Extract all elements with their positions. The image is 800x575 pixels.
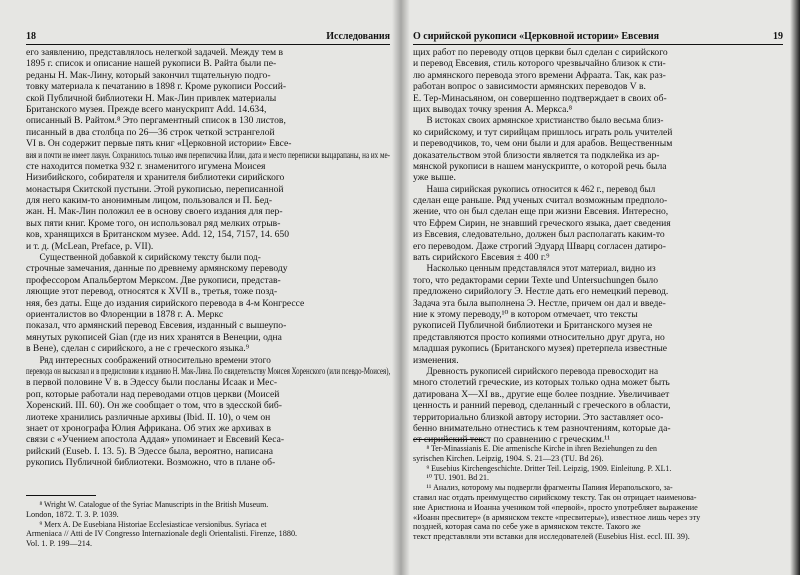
left-running-title: Исследования [326, 31, 390, 42]
text-line: ляющие этот перевод, относятся к XVII в., третья, тоже позд- [26, 286, 278, 298]
text-line: и переводчиков, то, чем они были и для арабов. Вещественным [413, 138, 673, 150]
text-line: Насколько ценным представлялся этот материал, видно из [426, 263, 656, 275]
right-body-text [413, 47, 783, 446]
text-line: вых пяти книг. Кроме того, он использовал ряд мелких отрыв- [26, 217, 281, 229]
text-line: уже выше. [413, 172, 456, 184]
text-line: много столетий греческие, из которых только одна может быть [413, 377, 670, 389]
text-line: Задача эта была выполнена Э. Нестле, причем он дал и введе- [413, 297, 666, 309]
text-line: щих выводах точку зрения А. Меркса.⁸ [413, 103, 573, 115]
text-line: изменения. [413, 354, 459, 366]
footnote-line: поздней, которая сама по себе уже в армянском тексте. Такого же [413, 522, 641, 532]
left-running-head [26, 30, 390, 43]
footnote-line: ставил нас отдать преимущество сирийскому тексту. Так он отрицает наименова- [413, 492, 697, 502]
text-line: лиотеке хранились различные архивы (Ibid. II. 10), о чем он [26, 411, 271, 423]
text-line: ние к этому переводу,¹⁰ в котором отмечает, что тексты [413, 308, 638, 320]
text-line: реданы Н. Мак-Лину, который закончил тщательную подго- [26, 69, 271, 81]
text-line: ков, хранящихся в Британском музее. Add. 12, 154, 7157, 14. 650 [26, 229, 290, 241]
text-line: ориенталистов во Флоренции в 1878 г. А. Меркс [26, 308, 224, 320]
text-line: того, что редакторами серии Texte und Untersuchungen было [413, 274, 659, 286]
text-line: вать сирийского Евсевия ± 400 г.⁹ [413, 252, 550, 264]
text-line: Низибийского, собирателя и хранителя библиотеки сирийского [26, 172, 285, 184]
text-line: жение, что он был сделан еще при жизни Евсевия. Интересно, [413, 206, 669, 218]
text-line: Британского музея. Прежде всего манускрипт Add. 14.634, [26, 103, 267, 115]
text-line: территориально близкой автору истории. Это заставляет осо- [413, 411, 664, 423]
text-line: Существенной добавкой к сирийскому тексту были под- [39, 252, 261, 264]
footnote-line: ние Аристиона и Иоанна учеником той «первой», просто употребляет выражение [413, 502, 698, 512]
text-line: В истоках своих армянское христианство было весьма близ- [426, 115, 664, 127]
text-line: профессором Апальбертом Мерксом. Две рукописи, представ- [26, 274, 281, 286]
text-line: 1895 г. список и описание нашей рукописи В. Райта были пе- [26, 58, 277, 70]
left-footnotes [26, 495, 390, 549]
text-line: вия и почти не имеет лакун. Сохранилось только имя переписчика Илии, дата и место переписки выцарапаны, на их ме- [26, 149, 391, 161]
text-line: Ряд интересных соображений относительно времени этого [39, 354, 271, 366]
footnote-line: «Иоанн пресвитер» (в армянском тексте «пресвитеры»), известное лишь через эту [413, 512, 701, 522]
text-line: Е. Тер-Минасьяном, он совершенно подтверждает в своих об- [413, 92, 667, 104]
text-line: сте находится пометка 932 г. знаменитого игумена Моисея [26, 160, 266, 172]
left-page-number: 18 [26, 31, 36, 42]
right-page [401, 0, 800, 575]
text-line: в Вене), сделан с сирийского, а не с греческого языка.⁹ [26, 343, 250, 355]
text-line: бенно внимательно отнестись к тем разночтениям, которые да- [413, 422, 671, 434]
text-line: работан вопрос о зависимости армянских переводов V в. [413, 81, 646, 93]
footnote-line: ⁹ Eusebius Kirchengeschichte. Dritter Teil. Leipzig, 1909. Einleitung. P. XL1. [426, 463, 672, 473]
text-line: щих работ по переводу отцов церкви был сделан с сирийского [413, 47, 668, 58]
text-line: доказательством этой близости является та подклейка из ар- [413, 149, 660, 161]
text-line: мянской рукописи в нашем манускрипте, о которой речь была [413, 160, 667, 172]
footnote-line: ⁸ Ter-Minassianis E. Die armenische Kirche in ihren Beziehungen zu den [426, 444, 657, 453]
text-line: рукописей Публичной библиотеки и Британского музея не [413, 320, 653, 332]
text-line: предложено сирийологу Э. Нестле дать его немецкий перевод. [413, 286, 669, 298]
text-line: ценность и ранний перевод, сделанный с греческого в области, [413, 400, 671, 412]
text-line: в первой половине V в. в Эдессу были посланы Исаак и Мес- [26, 377, 278, 389]
text-line: знает от хронографа Юлия Африкана. Об этих же архивах в [26, 422, 271, 434]
footnote-line: Armeniaca // Atti de IV Congresso Internazionale degli Orientalisti. Firenze, 1880. [26, 529, 298, 539]
text-line: и перевод Евсевия, стиль которого чрезвычайно близок к сти- [413, 58, 666, 70]
text-line: и т. д. (McLean, Preface, p. VII). [26, 240, 154, 252]
text-line: сделан еще раньше. Ряд ученых считал возможным предполо- [413, 195, 668, 207]
footnote-line: ¹¹ Анализ, которому мы подвергли фрагменты Папиия Иерапольского, за- [426, 483, 673, 493]
left-footnote-rule [26, 495, 96, 496]
text-line: что Ефрем Сирин, не знавший греческого языка, дает сведения [413, 217, 671, 229]
footnote-line: ⁹ Merx A. De Eusebiana Historiae Ecclesiasticae versionibus. Syriaca et [39, 519, 267, 529]
right-footnotes [413, 439, 783, 542]
text-line: младшая рукопись (Британского музея) претерпела известные [413, 343, 668, 355]
text-line: ет сирийский текст по сравнению с греческим.¹¹ [413, 434, 611, 446]
left-body-text [26, 47, 390, 468]
right-page-number: 19 [773, 31, 783, 42]
text-line: показал, что армянский перевод Евсевия, изданный с вышеупо- [26, 320, 287, 332]
text-line: Хоренский. III. 60). Он же сообщает о том, что в эдесской биб- [26, 400, 282, 412]
text-line: рийский (Euseb. I. 13. 5). В Эдессе была, вероятно, написана [26, 445, 274, 457]
text-line: писанный в два столбца по 26—36 строк четкой эстрангелой [26, 126, 275, 138]
text-line: лю армянского перевода этого времени Афраата. Так, как раз- [413, 69, 666, 81]
text-line: роп, которые работали над переводами отцов церкви (Моисей [26, 388, 280, 400]
text-line: Наша сирийская рукопись относится к 462 г., перевод был [426, 183, 656, 195]
right-header-rule [413, 44, 783, 45]
right-running-head [413, 30, 783, 43]
left-header-rule [26, 44, 390, 45]
footnote-line: Vol. 1. P. 199—214. [26, 539, 93, 549]
footnote-line: ¹⁰ TU. 1901. Bd 21. [426, 473, 489, 483]
text-line: монастыря Скитской пустыни. Этой рукописью, переписанной [26, 183, 284, 195]
text-line: для него каким-то анонимным лицом, пользовался и П. Бед- [26, 195, 273, 207]
text-line: из Евсевия, следовательно, должен был располагать каким-то [413, 229, 665, 241]
footnote-line: syrischen Kirchen. Leipzig, 1904. S. 21—23 (TU. Bd 26). [413, 453, 604, 463]
text-line: его переводом. Даже строгий Эдуард Шварц согласен датиро- [413, 240, 666, 252]
text-line: представляются просто копиями относительно друг друга, но [413, 331, 665, 343]
text-line: мянутых рукописей Gian (где из них хранятся в Венеции, одна [26, 331, 282, 343]
text-line: VI в. Он содержит первые пять книг «Церковной истории» Евсе- [26, 138, 292, 150]
text-line: его заявлению, представлялось нелегкой задачей. Между тем в [26, 47, 284, 58]
text-line: датирована X—XI вв., другие еще более поздние. Увеличивает [413, 388, 670, 400]
text-line: Древность рукописей сирийского перевода превосходит на [426, 365, 659, 377]
text-line: жан. Н. Мак-Лин положил ее в основу своего издания для пер- [26, 206, 283, 218]
text-line: связи с «Учением апостола Аддая» упоминает и Евсевий Кеса- [26, 434, 285, 446]
text-line: няя, без даты. Еще до издания сирийского перевода в 4-м Конгрессе [26, 297, 305, 309]
footnote-line: London, 1872. T. 3. P. 1039. [26, 509, 119, 519]
text-line: ко сирийскому, и тут сирийцам пришлось играть роль учителей [413, 126, 673, 138]
right-footnote-rule [413, 439, 483, 440]
gutter-shadow [392, 0, 410, 575]
text-line: описанный В. Райтом.⁸ Это пергаментный список в 130 листов, [26, 115, 286, 127]
text-line: строчные замечания, данные по древнему армянскому переводу [26, 263, 288, 275]
right-running-title: О сирийской рукописи «Церковной истории» Евсевия [413, 31, 660, 42]
footnote-line: текст представляли эти вставки для исследователей (Eusebius Hist. eccl. III. 39). [413, 532, 690, 542]
text-line: перевода он высказал и в предисловии к изданию Н. Мак-Лина. По свидетельству Моисея Хоренского (или псевдо-Моисея), [26, 365, 391, 377]
text-line: ской Публичной библиотеки Н. Мак-Лин привлек материалы [26, 92, 277, 104]
text-line: рукопись Публичной библиотеки. Возможно, что в плане об- [26, 457, 276, 469]
text-line: товку материала к печатанию в 1898 г. Кроме рукописи Россий- [26, 81, 287, 93]
footnote-line: ⁸ Wright W. Catalogue of the Syriac Manuscripts in the British Museum. [39, 500, 269, 509]
